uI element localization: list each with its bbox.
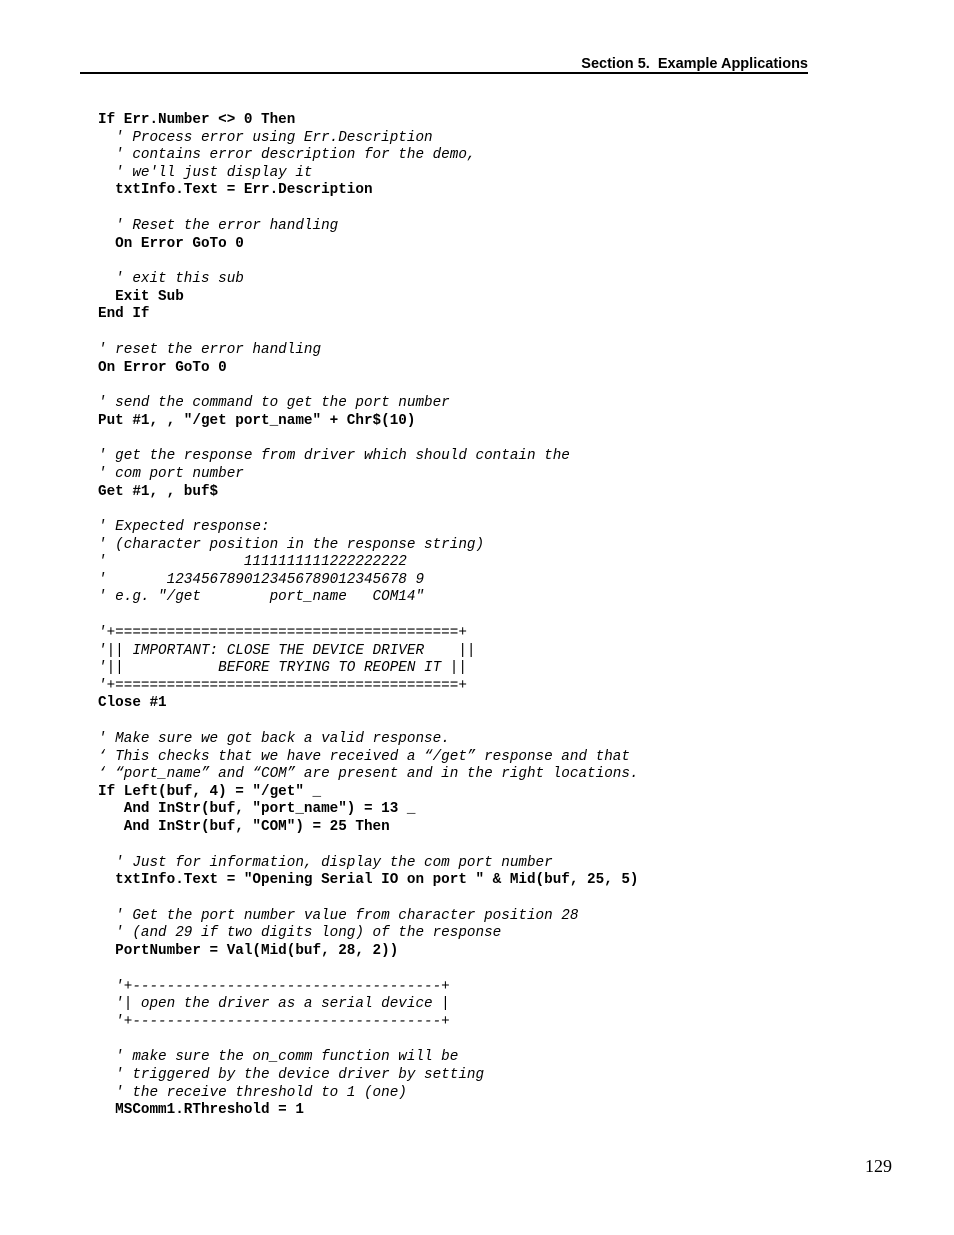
- code-blank-line: [98, 1031, 639, 1049]
- code-blank-line: [98, 713, 639, 731]
- code-line: PortNumber = Val(Mid(buf, 28, 2)): [98, 942, 399, 959]
- code-blank-line: [98, 890, 639, 908]
- code-blank-line: [98, 607, 639, 625]
- code-blank-line: [98, 837, 639, 855]
- code-comment-line: ' reset the error handling: [98, 341, 322, 358]
- header-rule: [80, 72, 808, 74]
- code-comment-line: ' (and 29 if two digits long) of the response: [98, 925, 502, 942]
- code-comment-line: '|| BEFORE TRYING TO REOPEN IT ||: [98, 660, 467, 677]
- code-blank-line: [98, 430, 639, 448]
- code-line: MSComm1.RThreshold = 1: [98, 1102, 304, 1119]
- page-number: 129: [865, 1156, 892, 1176]
- code-comment-line: '|| IMPORTANT: CLOSE THE DEVICE DRIVER ||: [98, 642, 476, 659]
- page-header: Section 5. Example Applications: [581, 56, 808, 72]
- code-line: And InStr(buf, "COM") = 25 Then: [98, 819, 390, 835]
- code-line: End If: [98, 306, 150, 323]
- code-blank-line: [98, 324, 639, 342]
- code-comment-line: ' Expected response:: [98, 519, 270, 536]
- code-comment-line: '+------------------------------------+: [98, 1013, 450, 1030]
- code-blank-line: [98, 377, 639, 395]
- code-comment-line: ' get the response from driver which should contain the: [98, 448, 570, 465]
- code-comment-line: ' contains error description for the demo,: [98, 147, 476, 164]
- code-comment-line: ' Just for information, display the com port number: [98, 854, 553, 871]
- code-comment-line: ' make sure the on_comm function will be: [98, 1049, 459, 1066]
- code-comment-line: '| open the driver as a serial device |: [98, 996, 450, 1013]
- code-comment-line: '+------------------------------------+: [98, 978, 450, 995]
- code-listing: [98, 112, 639, 1120]
- code-blank-line: [98, 200, 639, 218]
- code-comment-line: ' Process error using Err.Description: [98, 129, 433, 146]
- code-comment-line: ‘ This checks that we have received a “/get” response and that: [98, 748, 630, 765]
- code-comment-line: ' we'll just display it: [98, 164, 313, 181]
- code-comment-line: ' 1234567890123456789012345678 9: [98, 571, 425, 588]
- code-comment-line: '+========================================+: [98, 625, 467, 642]
- code-line: Get #1, , buf$: [98, 483, 219, 500]
- code-line: txtInfo.Text = Err.Description: [98, 182, 373, 199]
- code-line: Exit Sub: [98, 288, 184, 305]
- code-comment-line: ' 1111111111222222222: [98, 554, 407, 571]
- code-blank-line: [98, 961, 639, 979]
- code-comment-line: ' com port number: [98, 465, 244, 482]
- code-comment-line: ' Get the port number value from character position 28: [98, 907, 579, 924]
- code-comment-line: ‘ “port_name” and “COM” are present and in the right locations.: [98, 766, 639, 783]
- code-blank-line: [98, 501, 639, 519]
- code-blank-line: [98, 253, 639, 271]
- code-comment-line: ' (character position in the response string): [98, 536, 485, 553]
- code-comment-line: '+========================================+: [98, 677, 467, 694]
- code-comment-line: ' exit this sub: [98, 271, 244, 288]
- code-line: On Error GoTo 0: [98, 235, 244, 252]
- code-line: If Err.Number <> 0 Then: [98, 112, 296, 128]
- code-comment-line: ' send the command to get the port number: [98, 395, 450, 412]
- code-line: Put #1, , "/get port_name" + Chr$(10): [98, 412, 416, 429]
- code-comment-line: ' Make sure we got back a valid response.: [98, 731, 450, 748]
- code-line: Close #1: [98, 695, 167, 712]
- code-comment-line: ' e.g. "/get port_name COM14": [98, 589, 425, 606]
- code-line: And InStr(buf, "port_name") = 13 _: [98, 801, 416, 818]
- code-line: On Error GoTo 0: [98, 359, 227, 376]
- code-comment-line: ' triggered by the device driver by setting: [98, 1066, 485, 1083]
- code-line: If Left(buf, 4) = "/get" _: [98, 783, 322, 800]
- code-comment-line: ' Reset the error handling: [98, 217, 339, 234]
- code-comment-line: ' the receive threshold to 1 (one): [98, 1084, 407, 1101]
- code-line: txtInfo.Text = "Opening Serial IO on port " & Mid(buf, 25, 5): [98, 872, 639, 889]
